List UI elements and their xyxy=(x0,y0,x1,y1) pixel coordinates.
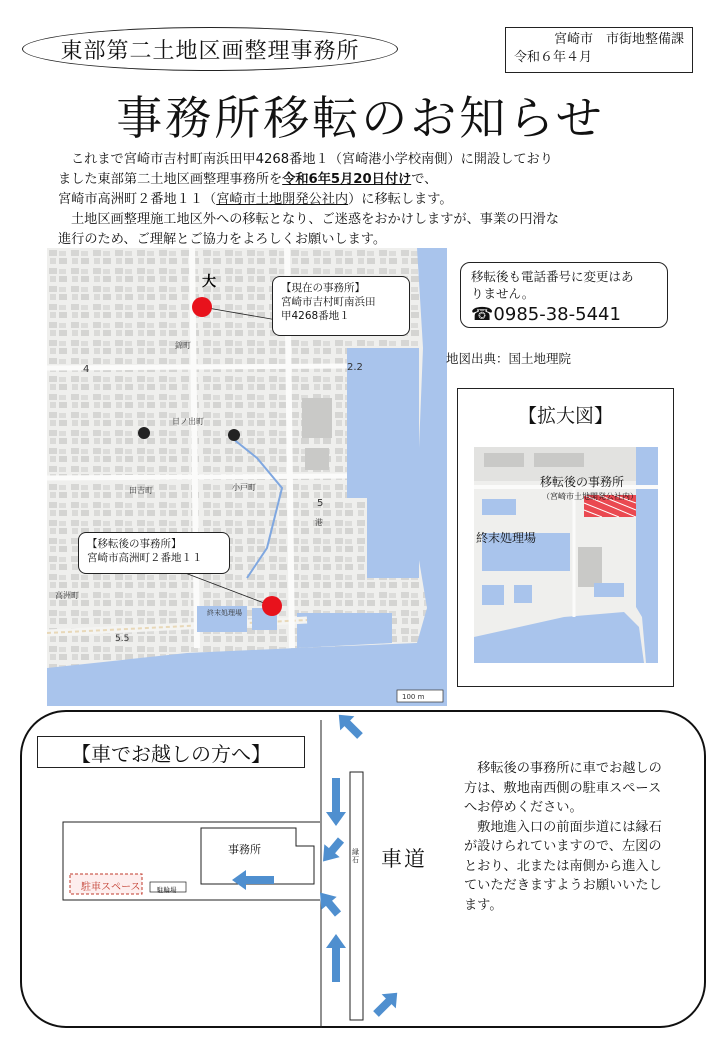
new-office-address: 宮崎市高洲町２番地１１ xyxy=(87,552,203,564)
elevation-5-5: 5.5 xyxy=(115,634,130,644)
phone-number: ☎0985-38-5441 xyxy=(471,304,621,325)
intro-line-3 xyxy=(58,190,688,210)
intro-line-1: これまで宮崎市吉村町南浜田甲4268番地１（宮崎港小学校南側）に開設しており xyxy=(71,152,553,167)
map-label-hinode: 日ノ出町 xyxy=(172,417,204,426)
issue-date: 令和６年４月 xyxy=(514,50,593,65)
car-access-paragraph-2: 敷地進入口の前面歩道には縁石が設けられていますので、左図のとおり、北または南側から進入していただきますようお願いいたします。 xyxy=(464,819,662,913)
elevation-2-2: 2.2 xyxy=(347,362,363,373)
intro-paragraph xyxy=(58,150,688,250)
arrow-icon xyxy=(315,834,348,868)
car-access-title: 【車でお越しの方へ】 xyxy=(37,736,305,768)
diagram-parking-label: 駐車スペース xyxy=(81,882,141,893)
intro-line-3a: 宮崎市高洲町２番地１１（ xyxy=(58,192,217,207)
new-office-marker-icon xyxy=(262,596,282,616)
issuer-box xyxy=(505,27,693,73)
inset-office-label: 移転後の事務所 xyxy=(540,475,625,489)
phone-notice-box xyxy=(460,262,668,328)
diagram-road-label: 車道 xyxy=(381,847,427,871)
elevation-5: 5 xyxy=(317,498,324,509)
move-date: 令和6年5月20日付け xyxy=(282,172,412,187)
arrow-icon xyxy=(369,986,404,1021)
current-office-heading: 【現在の事務所】 xyxy=(281,282,365,294)
map-scale: 100 m xyxy=(402,693,425,701)
current-office-callout xyxy=(272,276,410,336)
new-building: 宮崎市土地開発公社内 xyxy=(216,192,349,207)
intro-line-2a: ました東部第二土地区画整理事務所を xyxy=(58,172,283,187)
inset-map-box xyxy=(457,388,674,687)
map-label-plant: 終末処理場 xyxy=(207,609,242,617)
map-label-nishikimachi: 錦町 xyxy=(175,341,191,350)
new-office-heading: 【移転後の事務所】 xyxy=(87,538,182,550)
map-source: 地図出典：国土地理院 xyxy=(446,351,572,366)
map-label-minato: 港 xyxy=(315,518,323,527)
school-symbol-icon: ⼤ xyxy=(202,274,216,290)
office-name: 東部第二土地区画整理事務所 xyxy=(60,38,360,64)
current-office-address-1: 宮崎市吉村町南浜田 xyxy=(281,296,376,308)
intro-line-2 xyxy=(58,170,688,190)
page-title: 事務所移転のお知らせ xyxy=(116,91,605,145)
inset-office-sublabel: （宮崎市土地開発公社内） xyxy=(542,492,638,501)
intro-line-3c: ）に移転します。 xyxy=(348,192,453,207)
elevation-4: 4 xyxy=(83,364,90,375)
diagram-bike-label: 駐輪場 xyxy=(157,886,177,894)
phone-notice-line-1: 移転後も電話番号に変更はあ xyxy=(471,269,634,284)
intro-line-2c: で、 xyxy=(411,172,438,187)
map-label-tanaka: 田吉町 xyxy=(129,486,153,495)
map-label-takasu: 高洲町 xyxy=(55,591,79,600)
current-office-marker-icon xyxy=(192,297,212,317)
arrow-icon xyxy=(326,934,346,982)
intro-line-5: 進行のため、ご理解とご協力をよろしくお願いします。 xyxy=(58,232,387,247)
map-symbol-icon xyxy=(228,429,240,441)
current-office-address-2: 甲4268番地１ xyxy=(281,310,350,322)
car-access-paragraph-1: 移転後の事務所に車でお越しの方は、敷地南西側の駐車スペースへお停めください。 xyxy=(464,761,662,815)
curb-strip xyxy=(350,772,363,1020)
diagram-curb-label: 縁石 xyxy=(352,848,359,864)
inset-title: 【拡大図】 xyxy=(517,405,613,427)
intro-line-4: 土地区画整理施工地区外への移転となり、ご迷惑をおかけしますが、事業の円滑な xyxy=(71,212,559,227)
inset-plant-label: 終末処理場 xyxy=(476,531,537,545)
arrow-icon xyxy=(332,712,367,743)
map-label-komatsu: 小戸町 xyxy=(232,483,256,492)
office-name-oval xyxy=(22,27,398,71)
car-access-text xyxy=(464,759,664,915)
arrow-icon xyxy=(326,778,346,826)
map-symbol-icon xyxy=(138,427,150,439)
new-office-callout xyxy=(78,532,230,574)
diagram-office-label: 事務所 xyxy=(228,843,261,856)
arrow-icon xyxy=(312,886,345,920)
phone-notice-line-2: りません。 xyxy=(471,286,535,301)
issuer-department: 宮崎市 市街地整備課 xyxy=(553,32,684,47)
